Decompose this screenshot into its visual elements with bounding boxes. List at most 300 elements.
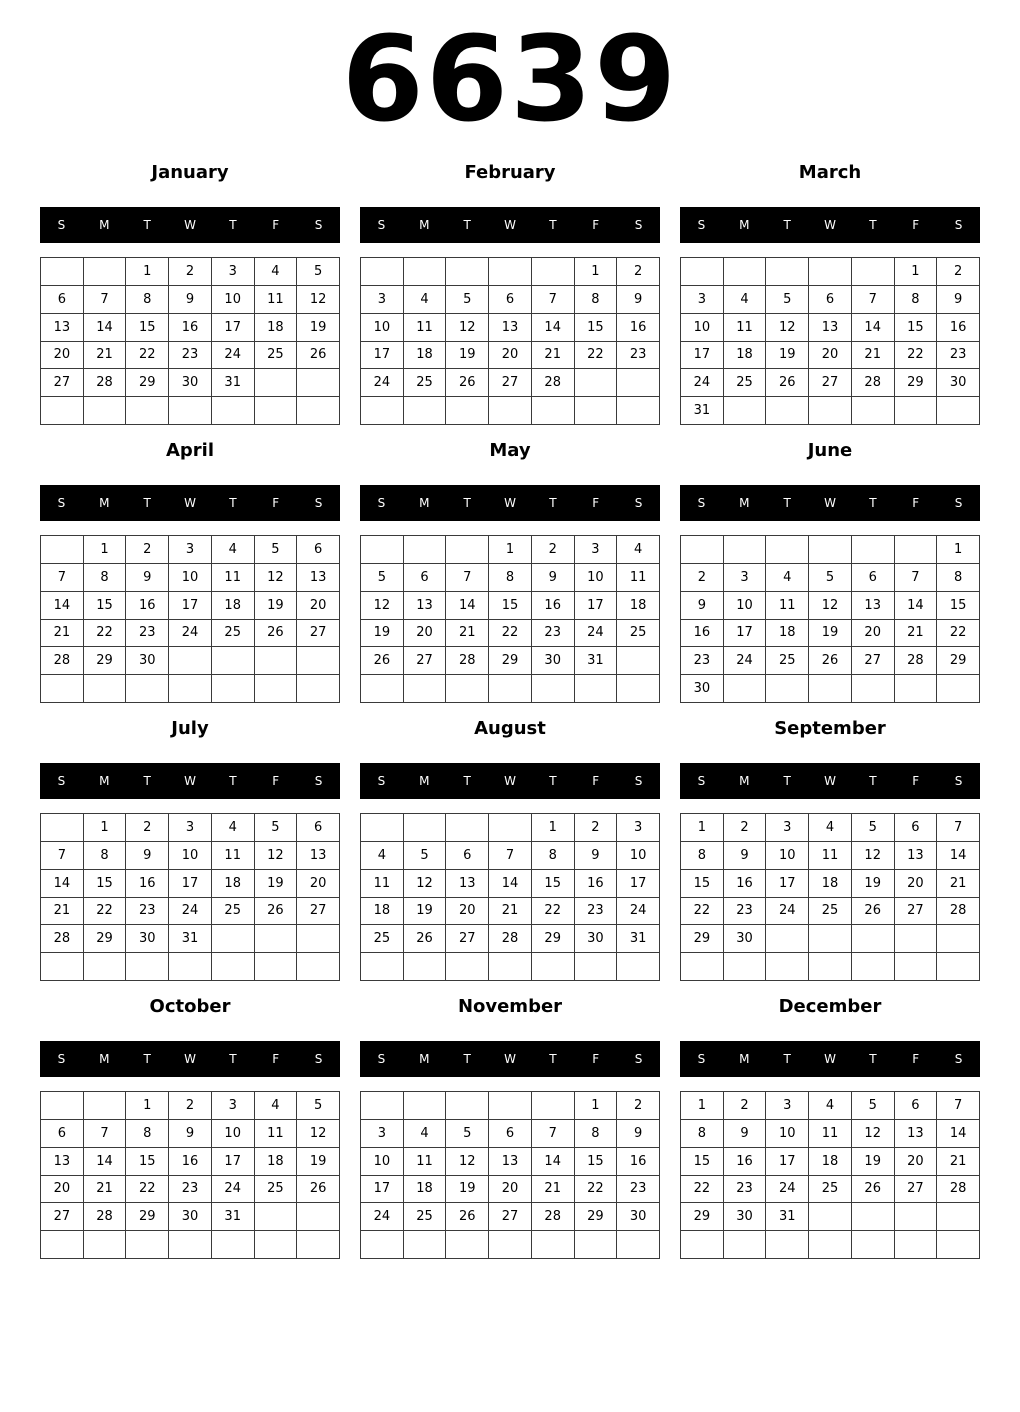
day-cell: 8	[575, 1120, 618, 1148]
weekday-header: F	[592, 496, 600, 510]
day-cell: 16	[126, 592, 169, 620]
day-cell: 28	[489, 925, 532, 953]
day-cell: 25	[212, 898, 255, 926]
weekday-header: W	[824, 1052, 836, 1066]
day-cell: 5	[404, 842, 447, 870]
empty-day-cell	[404, 258, 447, 286]
day-cell: 18	[809, 870, 852, 898]
day-cell: 13	[41, 314, 84, 342]
day-cell: 15	[937, 592, 980, 620]
weekday-header: S	[954, 496, 963, 510]
day-cell: 8	[126, 1120, 169, 1148]
weekday-header-bar	[680, 207, 980, 243]
weekday-header-bar	[680, 1041, 980, 1077]
empty-day-cell	[84, 953, 127, 981]
day-cell: 22	[575, 342, 618, 370]
day-cell: 5	[361, 564, 404, 592]
day-cell: 16	[724, 1148, 767, 1176]
weekday-header: S	[954, 1052, 963, 1066]
day-cell: 24	[361, 1203, 404, 1231]
day-cell: 2	[681, 564, 724, 592]
day-cell: 12	[404, 870, 447, 898]
day-cell: 25	[404, 1203, 447, 1231]
day-cell: 14	[532, 314, 575, 342]
day-cell: 25	[809, 1176, 852, 1204]
weekday-header: W	[824, 218, 836, 232]
month-name: January	[151, 162, 229, 183]
weekday-header: F	[592, 218, 600, 232]
weekday-header-bar	[40, 1041, 340, 1077]
day-cell: 11	[724, 314, 767, 342]
empty-day-cell	[489, 953, 532, 981]
empty-day-cell	[724, 258, 767, 286]
day-cell: 12	[446, 314, 489, 342]
day-cell: 18	[404, 1176, 447, 1204]
empty-day-cell	[212, 397, 255, 425]
empty-day-cell	[852, 925, 895, 953]
empty-day-cell	[766, 675, 809, 703]
day-cell: 19	[297, 314, 340, 342]
weekday-header: S	[634, 218, 643, 232]
weekday-header: S	[377, 1052, 386, 1066]
day-cell: 30	[681, 675, 724, 703]
empty-day-cell	[361, 258, 404, 286]
empty-day-cell	[297, 647, 340, 675]
weekday-header: S	[634, 774, 643, 788]
weekday-header: W	[184, 218, 196, 232]
empty-day-cell	[617, 675, 660, 703]
day-cell: 9	[937, 286, 980, 314]
empty-day-cell	[361, 536, 404, 564]
empty-day-cell	[809, 397, 852, 425]
day-cell: 21	[489, 898, 532, 926]
weekday-header: T	[549, 774, 557, 788]
day-cell: 10	[361, 1148, 404, 1176]
day-cell: 30	[724, 925, 767, 953]
day-cell: 13	[895, 1120, 938, 1148]
empty-day-cell	[297, 675, 340, 703]
weekday-header: M	[739, 1052, 750, 1066]
empty-day-cell	[766, 258, 809, 286]
day-grid	[360, 257, 660, 425]
month-name: September	[774, 718, 886, 739]
empty-day-cell	[681, 1231, 724, 1259]
day-cell: 25	[212, 620, 255, 648]
day-cell: 28	[41, 647, 84, 675]
day-cell: 9	[126, 842, 169, 870]
day-cell: 29	[895, 369, 938, 397]
day-cell: 31	[575, 647, 618, 675]
day-cell: 16	[617, 1148, 660, 1176]
empty-day-cell	[84, 397, 127, 425]
day-grid	[680, 257, 980, 425]
empty-day-cell	[681, 953, 724, 981]
day-cell: 21	[937, 1148, 980, 1176]
day-cell: 2	[724, 1092, 767, 1120]
day-cell: 6	[489, 286, 532, 314]
empty-day-cell	[575, 675, 618, 703]
empty-day-cell	[852, 536, 895, 564]
day-cell: 10	[724, 592, 767, 620]
day-cell: 5	[446, 286, 489, 314]
empty-day-cell	[809, 675, 852, 703]
month-name: October	[149, 996, 231, 1017]
day-cell: 21	[446, 620, 489, 648]
day-cell: 2	[169, 258, 212, 286]
weekday-header: M	[739, 774, 750, 788]
day-cell: 3	[575, 536, 618, 564]
day-cell: 19	[852, 870, 895, 898]
day-cell: 25	[617, 620, 660, 648]
month-name: November	[457, 996, 563, 1017]
day-cell: 2	[724, 814, 767, 842]
day-cell: 19	[446, 1176, 489, 1204]
day-cell: 22	[895, 342, 938, 370]
day-cell: 14	[937, 842, 980, 870]
day-cell: 5	[446, 1120, 489, 1148]
day-cell: 14	[895, 592, 938, 620]
weekday-header-bar	[360, 763, 660, 799]
empty-day-cell	[84, 1092, 127, 1120]
empty-day-cell	[809, 1231, 852, 1259]
day-cell: 4	[766, 564, 809, 592]
day-cell: 17	[212, 314, 255, 342]
day-cell: 3	[212, 1092, 255, 1120]
empty-day-cell	[212, 1231, 255, 1259]
day-cell: 25	[766, 647, 809, 675]
empty-day-cell	[575, 1231, 618, 1259]
day-cell: 8	[937, 564, 980, 592]
day-cell: 13	[446, 870, 489, 898]
empty-day-cell	[169, 647, 212, 675]
day-cell: 9	[617, 286, 660, 314]
day-cell: 25	[404, 369, 447, 397]
day-cell: 23	[617, 342, 660, 370]
empty-day-cell	[446, 1231, 489, 1259]
day-cell: 18	[212, 592, 255, 620]
empty-day-cell	[852, 1231, 895, 1259]
day-cell: 9	[724, 842, 767, 870]
day-cell: 13	[852, 592, 895, 620]
empty-day-cell	[126, 675, 169, 703]
day-cell: 21	[84, 342, 127, 370]
day-cell: 24	[766, 898, 809, 926]
day-cell: 24	[169, 898, 212, 926]
day-grid	[40, 257, 340, 425]
month-name: June	[807, 440, 853, 461]
day-cell: 18	[617, 592, 660, 620]
empty-day-cell	[852, 397, 895, 425]
day-cell: 18	[255, 314, 298, 342]
day-cell: 6	[41, 286, 84, 314]
day-cell: 18	[212, 870, 255, 898]
weekday-header-bar	[680, 763, 980, 799]
day-cell: 8	[681, 842, 724, 870]
weekday-header: T	[143, 496, 151, 510]
weekday-header: S	[697, 218, 706, 232]
day-cell: 15	[532, 870, 575, 898]
day-cell: 5	[809, 564, 852, 592]
weekday-header: W	[824, 496, 836, 510]
empty-day-cell	[41, 953, 84, 981]
day-cell: 3	[169, 814, 212, 842]
day-cell: 20	[489, 1176, 532, 1204]
empty-day-cell	[446, 397, 489, 425]
empty-day-cell	[852, 675, 895, 703]
empty-day-cell	[937, 1203, 980, 1231]
empty-day-cell	[681, 536, 724, 564]
day-cell: 14	[532, 1148, 575, 1176]
weekday-header: M	[99, 1052, 110, 1066]
weekday-header-bar	[680, 485, 980, 521]
day-cell: 8	[489, 564, 532, 592]
day-cell: 27	[809, 369, 852, 397]
day-cell: 22	[126, 1176, 169, 1204]
day-cell: 16	[169, 1148, 212, 1176]
day-grid	[360, 1091, 660, 1259]
day-cell: 20	[852, 620, 895, 648]
day-cell: 26	[255, 620, 298, 648]
day-cell: 28	[84, 1203, 127, 1231]
day-cell: 25	[724, 369, 767, 397]
day-cell: 18	[724, 342, 767, 370]
empty-day-cell	[532, 675, 575, 703]
day-cell: 22	[532, 898, 575, 926]
day-cell: 30	[126, 647, 169, 675]
day-cell: 15	[681, 1148, 724, 1176]
day-cell: 21	[532, 1176, 575, 1204]
empty-day-cell	[255, 647, 298, 675]
day-cell: 4	[212, 814, 255, 842]
day-cell: 14	[937, 1120, 980, 1148]
day-cell: 30	[169, 1203, 212, 1231]
day-cell: 24	[766, 1176, 809, 1204]
empty-day-cell	[724, 397, 767, 425]
day-cell: 3	[361, 286, 404, 314]
day-cell: 9	[681, 592, 724, 620]
day-cell: 6	[852, 564, 895, 592]
day-cell: 24	[361, 369, 404, 397]
day-cell: 3	[617, 814, 660, 842]
day-cell: 15	[575, 314, 618, 342]
empty-day-cell	[255, 675, 298, 703]
weekday-header: F	[912, 774, 920, 788]
day-cell: 11	[212, 564, 255, 592]
day-cell: 6	[895, 814, 938, 842]
day-cell: 31	[681, 397, 724, 425]
day-cell: 19	[255, 592, 298, 620]
weekday-header: S	[697, 496, 706, 510]
empty-day-cell	[446, 814, 489, 842]
day-cell: 21	[895, 620, 938, 648]
weekday-header-bar	[40, 485, 340, 521]
day-cell: 5	[766, 286, 809, 314]
day-cell: 29	[489, 647, 532, 675]
empty-day-cell	[895, 1203, 938, 1231]
day-cell: 26	[446, 369, 489, 397]
day-cell: 21	[532, 342, 575, 370]
day-cell: 27	[852, 647, 895, 675]
day-grid	[40, 813, 340, 981]
day-cell: 24	[724, 647, 767, 675]
month-name: April	[165, 440, 215, 461]
empty-day-cell	[404, 536, 447, 564]
day-cell: 2	[126, 814, 169, 842]
empty-day-cell	[255, 369, 298, 397]
day-cell: 29	[681, 925, 724, 953]
weekday-header-bar	[40, 763, 340, 799]
empty-day-cell	[297, 369, 340, 397]
weekday-header: W	[184, 496, 196, 510]
empty-day-cell	[617, 369, 660, 397]
day-cell: 9	[169, 286, 212, 314]
day-cell: 1	[489, 536, 532, 564]
day-cell: 21	[41, 898, 84, 926]
day-cell: 12	[809, 592, 852, 620]
day-cell: 13	[41, 1148, 84, 1176]
day-cell: 30	[532, 647, 575, 675]
day-cell: 1	[532, 814, 575, 842]
day-cell: 3	[212, 258, 255, 286]
year-title: 6639	[341, 10, 679, 148]
empty-day-cell	[212, 953, 255, 981]
day-cell: 27	[41, 369, 84, 397]
day-cell: 3	[681, 286, 724, 314]
day-cell: 7	[895, 564, 938, 592]
weekday-header: T	[143, 1052, 151, 1066]
day-cell: 7	[41, 564, 84, 592]
empty-day-cell	[724, 1231, 767, 1259]
day-cell: 7	[84, 1120, 127, 1148]
day-cell: 5	[297, 1092, 340, 1120]
weekday-header: M	[419, 496, 430, 510]
day-grid	[360, 813, 660, 981]
empty-day-cell	[681, 258, 724, 286]
day-cell: 14	[489, 870, 532, 898]
day-cell: 12	[297, 286, 340, 314]
day-cell: 13	[895, 842, 938, 870]
empty-day-cell	[41, 258, 84, 286]
day-cell: 11	[809, 842, 852, 870]
day-cell: 11	[617, 564, 660, 592]
day-cell: 17	[681, 342, 724, 370]
day-cell: 6	[446, 842, 489, 870]
empty-day-cell	[41, 536, 84, 564]
empty-day-cell	[41, 814, 84, 842]
day-cell: 17	[766, 870, 809, 898]
day-cell: 6	[895, 1092, 938, 1120]
day-cell: 22	[575, 1176, 618, 1204]
empty-day-cell	[255, 397, 298, 425]
empty-day-cell	[532, 953, 575, 981]
weekday-header: W	[184, 774, 196, 788]
weekday-header-bar	[40, 207, 340, 243]
empty-day-cell	[404, 1092, 447, 1120]
day-grid	[680, 535, 980, 703]
day-cell: 2	[617, 1092, 660, 1120]
empty-day-cell	[617, 953, 660, 981]
empty-day-cell	[404, 1231, 447, 1259]
empty-day-cell	[852, 258, 895, 286]
weekday-header: M	[419, 1052, 430, 1066]
day-cell: 2	[937, 258, 980, 286]
day-cell: 10	[169, 842, 212, 870]
day-cell: 29	[575, 1203, 618, 1231]
empty-day-cell	[84, 1231, 127, 1259]
day-cell: 10	[361, 314, 404, 342]
day-cell: 24	[617, 898, 660, 926]
day-cell: 6	[809, 286, 852, 314]
day-cell: 30	[126, 925, 169, 953]
day-cell: 1	[895, 258, 938, 286]
empty-day-cell	[532, 258, 575, 286]
day-cell: 11	[255, 286, 298, 314]
day-cell: 12	[255, 564, 298, 592]
day-cell: 8	[84, 842, 127, 870]
weekday-header: M	[99, 218, 110, 232]
day-cell: 2	[575, 814, 618, 842]
empty-day-cell	[446, 536, 489, 564]
day-cell: 26	[852, 898, 895, 926]
empty-day-cell	[255, 925, 298, 953]
day-cell: 20	[404, 620, 447, 648]
empty-day-cell	[489, 1092, 532, 1120]
empty-day-cell	[255, 1203, 298, 1231]
day-cell: 15	[84, 870, 127, 898]
day-cell: 25	[809, 898, 852, 926]
day-cell: 7	[446, 564, 489, 592]
day-cell: 10	[617, 842, 660, 870]
empty-day-cell	[404, 953, 447, 981]
empty-day-cell	[575, 369, 618, 397]
empty-day-cell	[852, 1203, 895, 1231]
day-cell: 2	[532, 536, 575, 564]
weekday-header: M	[419, 774, 430, 788]
day-cell: 29	[937, 647, 980, 675]
weekday-header-bar	[360, 207, 660, 243]
month-name: March	[798, 162, 862, 183]
day-cell: 10	[766, 1120, 809, 1148]
day-cell: 30	[169, 369, 212, 397]
empty-day-cell	[84, 258, 127, 286]
day-cell: 8	[575, 286, 618, 314]
day-cell: 8	[84, 564, 127, 592]
day-cell: 24	[212, 1176, 255, 1204]
day-cell: 27	[895, 1176, 938, 1204]
day-cell: 28	[532, 1203, 575, 1231]
weekday-header: F	[592, 1052, 600, 1066]
empty-day-cell	[532, 397, 575, 425]
day-cell: 27	[446, 925, 489, 953]
empty-day-cell	[361, 1092, 404, 1120]
empty-day-cell	[895, 1231, 938, 1259]
weekday-header: S	[634, 496, 643, 510]
weekday-header: T	[783, 496, 791, 510]
day-cell: 30	[575, 925, 618, 953]
empty-day-cell	[895, 925, 938, 953]
day-cell: 2	[617, 258, 660, 286]
day-cell: 14	[84, 1148, 127, 1176]
day-cell: 24	[681, 369, 724, 397]
empty-day-cell	[937, 397, 980, 425]
day-cell: 24	[169, 620, 212, 648]
day-cell: 6	[41, 1120, 84, 1148]
day-cell: 5	[852, 1092, 895, 1120]
weekday-header: S	[377, 218, 386, 232]
day-cell: 17	[575, 592, 618, 620]
day-cell: 28	[41, 925, 84, 953]
day-cell: 7	[532, 1120, 575, 1148]
